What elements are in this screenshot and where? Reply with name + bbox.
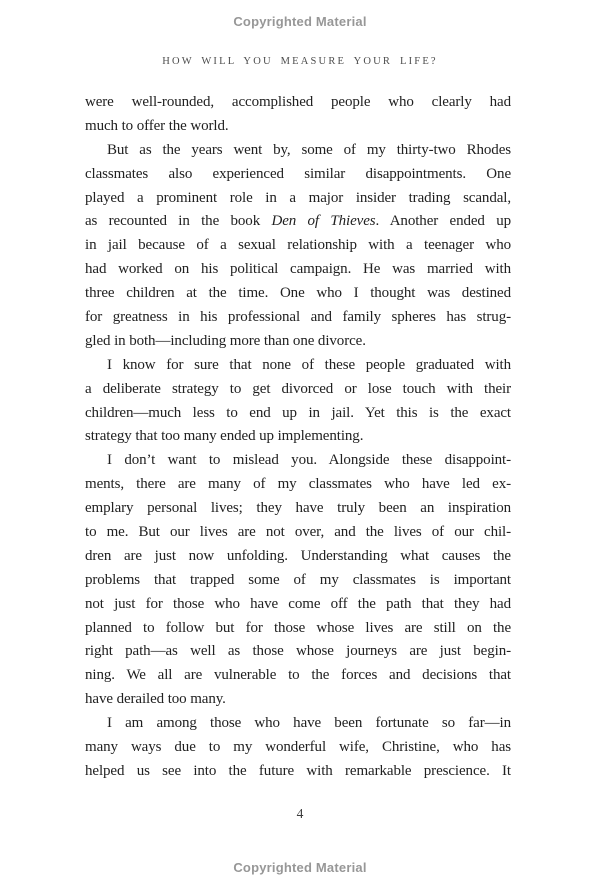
text-line: were well-rounded, accomplished people who clearly had bbox=[85, 94, 511, 110]
page-number: 4 bbox=[296, 806, 304, 821]
text-line: helped us see into the future with remarkable prescience. It bbox=[85, 762, 511, 779]
text-line: gled in both—including more than one divorce. bbox=[85, 332, 366, 349]
text-line: right path—as well as those whose journeys are just begin- bbox=[85, 643, 511, 660]
text-line: much to offer the world. bbox=[85, 117, 229, 134]
text-line: strategy that too many ended up implementing. bbox=[85, 428, 364, 445]
text-line: three children at the time. One who I thought was destined bbox=[85, 285, 511, 302]
copyright-notice-top: Copyrighted Material bbox=[233, 14, 367, 29]
text-line: problems that trapped some of my classmates is important bbox=[85, 571, 511, 588]
copyright-notice-bottom: Copyrighted Material bbox=[233, 860, 367, 875]
text-line: as recounted in the book Den of Thieves. Another ended up bbox=[85, 213, 511, 230]
text-line: to me. But our lives are not over, and the lives of our chil- bbox=[85, 524, 511, 541]
text-line: in jail because of a sexual relationship with a teenager who bbox=[85, 237, 511, 254]
text-line: ments, there are many of my classmates who have led ex- bbox=[85, 476, 511, 493]
text-line: planned to follow but for those whose lives are still on the bbox=[85, 619, 511, 636]
text-line: dren are just now unfolding. Understanding what causes the bbox=[85, 547, 511, 564]
text-line: I don’t want to mislead you. Alongside these disappoint- bbox=[107, 452, 511, 469]
running-header: HOW WILL YOU MEASURE YOUR LIFE? bbox=[162, 56, 438, 67]
text-line: many ways due to my wonderful wife, Christine, who has bbox=[85, 739, 511, 756]
text-line: But as the years went by, some of my thirty-two Rhodes bbox=[107, 141, 511, 158]
text-line: emplary personal lives; they have truly been an inspiration bbox=[85, 500, 511, 517]
text-line: I know for sure that none of these people graduated with bbox=[107, 356, 511, 373]
text-line: a deliberate strategy to get divorced or lose touch with their bbox=[85, 380, 511, 397]
text-line: have derailed too many. bbox=[85, 691, 226, 708]
text-line: played a prominent role in a major insider trading scandal, bbox=[85, 189, 511, 206]
book-title-italic: Den of Thieves bbox=[271, 213, 376, 230]
text-line: children—much less to end up in jail. Yet this is the exact bbox=[85, 404, 511, 421]
text-line: classmates also experienced similar disappointments. One bbox=[85, 165, 511, 182]
text-line: not just for those who have come off the path that they had bbox=[85, 595, 511, 612]
text-line: had worked on his political campaign. He was married with bbox=[85, 261, 511, 278]
text-line: ning. We all are vulnerable to the forces and decisions that bbox=[85, 667, 511, 684]
text-line: for greatness in his professional and family spheres has strug- bbox=[85, 309, 511, 326]
text-line: I am among those who have been fortunate so far—in bbox=[107, 715, 511, 732]
body-text bbox=[85, 91, 511, 784]
